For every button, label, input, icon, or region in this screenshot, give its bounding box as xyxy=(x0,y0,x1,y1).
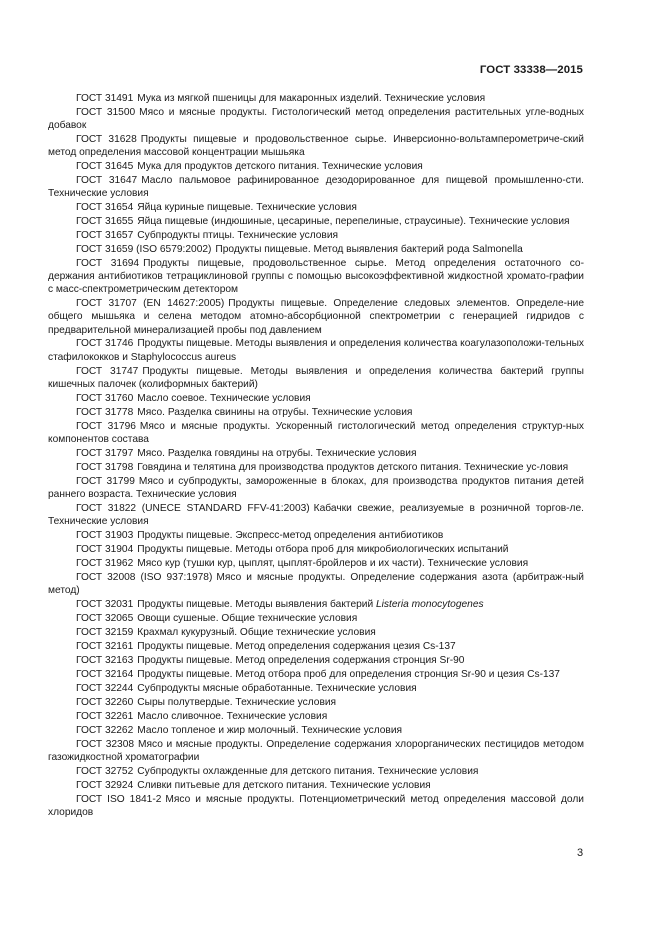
standard-title: Говядина и телятина для производства продуктов детского питания. Технические ус-ловия xyxy=(137,461,569,473)
standard-title: Субпродукты птицы. Технические условия xyxy=(137,230,339,242)
reference-entry xyxy=(48,682,584,695)
standard-title: Яйца пищевые (индюшиные, цесариные, перепелиные, страусиные). Технические условия xyxy=(137,216,570,228)
reference-entry xyxy=(48,133,584,159)
reference-entry xyxy=(48,765,584,778)
standard-title: Продукты пищевые. Метод отбора проб для определения стронция Sr-90 и цезия Cs-137 xyxy=(137,668,560,680)
reference-entry xyxy=(48,229,584,242)
reference-entry xyxy=(48,337,584,363)
standard-code: ГОСТ 31797 xyxy=(76,447,134,459)
reference-entry xyxy=(48,475,584,501)
reference-entry xyxy=(48,92,584,105)
reference-entry xyxy=(48,160,584,173)
standard-title: Субпродукты охлажденные для детского питания. Технические условия xyxy=(137,765,479,777)
reference-entry xyxy=(48,626,584,639)
standard-code: ГОСТ 31903 xyxy=(76,529,134,541)
reference-entry xyxy=(48,201,584,214)
standard-title: Кабачки свежие, реализуемые в розничной торгов-ле. Технические условия xyxy=(48,502,584,527)
reference-entry xyxy=(48,724,584,737)
standard-code: ГОСТ 32159 xyxy=(76,626,134,638)
standard-title: Яйца куриные пищевые. Технические условия xyxy=(137,202,357,214)
reference-entry xyxy=(48,461,584,474)
reference-entry xyxy=(48,640,584,653)
standard-code: ГОСТ 31659 (ISO 6579:2002) xyxy=(76,244,212,256)
standard-code: ГОСТ 31654 xyxy=(76,202,134,214)
standard-code: ГОСТ 32164 xyxy=(76,668,134,680)
standard-code: ГОСТ 31822 (UNECE STANDARD FFV-41:2003) xyxy=(76,502,310,514)
standard-code: ГОСТ 32161 xyxy=(76,640,134,652)
reference-entry xyxy=(48,571,584,597)
standard-code: ГОСТ 31747 xyxy=(76,365,139,377)
standard-code: ГОСТ 31904 xyxy=(76,543,134,555)
standard-title: Продукты пищевые. Методы выявления и определения количества коагулазоположи-тельных стафилококков и Staphylococcus aureus xyxy=(48,338,584,363)
standard-code: ГОСТ 31645 xyxy=(76,161,134,173)
standard-title: Сливки питьевые для детского питания. Технические условия xyxy=(137,779,431,791)
standard-title: Продукты пищевые. Экспресс-метод определения антибиотиков xyxy=(137,529,444,541)
reference-entry xyxy=(48,793,584,819)
standard-code: ГОСТ 32308 xyxy=(76,738,135,750)
standard-title: Масло топленое и жир молочный. Технические условия xyxy=(137,724,403,736)
standard-code: ГОСТ 32752 xyxy=(76,765,134,777)
standard-code: ГОСТ 31655 xyxy=(76,216,134,228)
standard-code: ГОСТ 31746 xyxy=(76,338,134,350)
standard-title: Продукты пищевые. Методы отбора проб для микробиологических испытаний xyxy=(137,543,509,555)
document-header: ГОСТ 33338—2015 xyxy=(479,64,583,76)
standard-code: ГОСТ 31707 (EN 14627:2005) xyxy=(76,298,225,310)
reference-entry xyxy=(48,365,584,391)
reference-entry xyxy=(48,696,584,709)
standard-code: ГОСТ 31500 xyxy=(76,106,136,118)
reference-entry xyxy=(48,738,584,764)
reference-entry xyxy=(48,297,584,336)
standard-code: ГОСТ ISO 1841-2 xyxy=(76,793,162,805)
standard-code: ГОСТ 31778 xyxy=(76,406,134,418)
reference-entry xyxy=(48,174,584,200)
standard-title: Продукты пищевые. Методы выявления и определения количества бактерий группы кишечных палочек (колиформных бактерий) xyxy=(48,365,584,390)
standard-title: Мясо и мясные продукты. Гистологический метод определения растительных угле-водных добавок xyxy=(48,106,584,132)
reference-entry xyxy=(48,529,584,542)
reference-entry xyxy=(48,543,584,556)
reference-entry xyxy=(48,502,584,528)
standard-title: Продукты пищевые. Определение следовых элементов. Определе-ние общего мышьяка и селена методом атомно-абсорбционной спектрометрии с генерацией гидридов с предварительной минерализацией пробы под давлением xyxy=(48,298,584,336)
standard-title: Мясо. Разделка свинины на отрубы. Технические условия xyxy=(137,406,413,418)
reference-entry xyxy=(48,557,584,570)
reference-entry xyxy=(48,447,584,460)
reference-entry xyxy=(48,215,584,228)
reference-entry xyxy=(48,668,584,681)
standard-title: Продукты пищевые. Методы выявления бактерий xyxy=(137,598,376,610)
standard-code: ГОСТ 32924 xyxy=(76,779,134,791)
standard-code: ГОСТ 32065 xyxy=(76,612,134,624)
standard-code: ГОСТ 32260 xyxy=(76,696,134,708)
standard-title: Мясо и мясные продукты. Определение содержания хлорорганических пестицидов методом газожидкостной хроматографии xyxy=(48,738,584,763)
reference-entry xyxy=(48,243,584,256)
standard-code: ГОСТ 31760 xyxy=(76,392,134,404)
standard-code: ГОСТ 32262 xyxy=(76,724,134,736)
standard-code: ГОСТ 31798 xyxy=(76,461,134,473)
standard-title: Продукты пищевые, продовольственное сырье. Метод определения остаточного со-держания антибиотиков тетрациклиновой группы с помощью высокоэффективной жидкостной хромато-графии с масс-спектрометрическим детектором xyxy=(48,258,584,296)
standard-code: ГОСТ 31694 xyxy=(76,258,140,270)
standard-title: Масло сливочное. Технические условия xyxy=(137,710,328,722)
standard-title-italic: Listeria monocytogenes xyxy=(376,598,484,610)
standard-title: Продукты пищевые и продовольственное сырье. Инверсионно-вольтамперометриче-ский метод определения массовой концентрации мышьяка xyxy=(48,134,584,159)
standard-title: Мясо и мясные продукты. Определение содержания азота (арбитраж-ный метод) xyxy=(48,571,584,596)
reference-list xyxy=(48,92,584,820)
standard-code: ГОСТ 32163 xyxy=(76,654,134,666)
standard-title: Крахмал кукурузный. Общие технические условия xyxy=(137,626,376,638)
standard-title: Субпродукты мясные обработанные. Технические условия xyxy=(137,682,417,694)
standard-code: ГОСТ 32031 xyxy=(76,598,134,610)
page-number: 3 xyxy=(577,847,584,859)
reference-entry xyxy=(48,406,584,419)
standard-title: Мука из мягкой пшеницы для макаронных изделий. Технические условия xyxy=(137,93,486,104)
standard-code: ГОСТ 32261 xyxy=(76,710,134,722)
reference-entry xyxy=(48,779,584,792)
standard-code: ГОСТ 31962 xyxy=(76,557,134,569)
reference-entry xyxy=(48,392,584,405)
standard-code: ГОСТ 31799 xyxy=(76,475,135,487)
standard-title: Сыры полутвердые. Технические условия xyxy=(137,696,337,708)
reference-entry xyxy=(48,598,584,611)
standard-title: Мясо и мясные продукты. Потенциометрический метод определения массовой доли хлоридов xyxy=(48,793,584,818)
standard-title: Продукты пищевые. Метод определения содержания цезия Cs-137 xyxy=(137,640,456,652)
reference-entry xyxy=(48,106,584,132)
standard-code: ГОСТ 31657 xyxy=(76,230,134,242)
standard-title: Мясо и субпродукты, замороженные в блоках, для производства продуктов питания детей раннего возраста. Технические условия xyxy=(48,475,584,500)
reference-entry xyxy=(48,710,584,723)
standard-title: Продукты пищевые. Метод определения содержания стронция Sr-90 xyxy=(137,654,465,666)
standard-title: Мясо и мясные продукты. Ускоренный гистологический метод определения структур-ных компонентов состава xyxy=(48,420,584,445)
standard-code: ГОСТ 32244 xyxy=(76,682,134,694)
standard-title: Овощи сушеные. Общие технические условия xyxy=(137,612,358,624)
standard-title: Масло пальмовое рафинированное дезодорированное для пищевой промышленно-сти. Технические условия xyxy=(48,175,584,200)
reference-entry xyxy=(48,420,584,446)
standard-title: Мука для продуктов детского питания. Технические условия xyxy=(137,161,423,173)
reference-entry xyxy=(48,612,584,625)
standard-code: ГОСТ 31796 xyxy=(76,420,136,432)
standard-title: Масло соевое. Технические условия xyxy=(137,392,311,404)
standard-code: ГОСТ 31647 xyxy=(76,175,138,187)
standard-title: Мясо. Разделка говядины на отрубы. Технические условия xyxy=(137,447,417,459)
standard-title: Мясо кур (тушки кур, цыплят, цыплят-бройлеров и их части). Технические условия xyxy=(137,557,529,569)
standard-title: Продукты пищевые. Метод выявления бактерий рода Salmonella xyxy=(215,244,523,256)
standard-code: ГОСТ 31491 xyxy=(76,93,134,104)
reference-entry xyxy=(48,654,584,667)
standard-code: ГОСТ 31628 xyxy=(76,134,137,146)
standard-code: ГОСТ 32008 (ISO 937:1978) xyxy=(76,571,213,583)
reference-entry xyxy=(48,257,584,296)
